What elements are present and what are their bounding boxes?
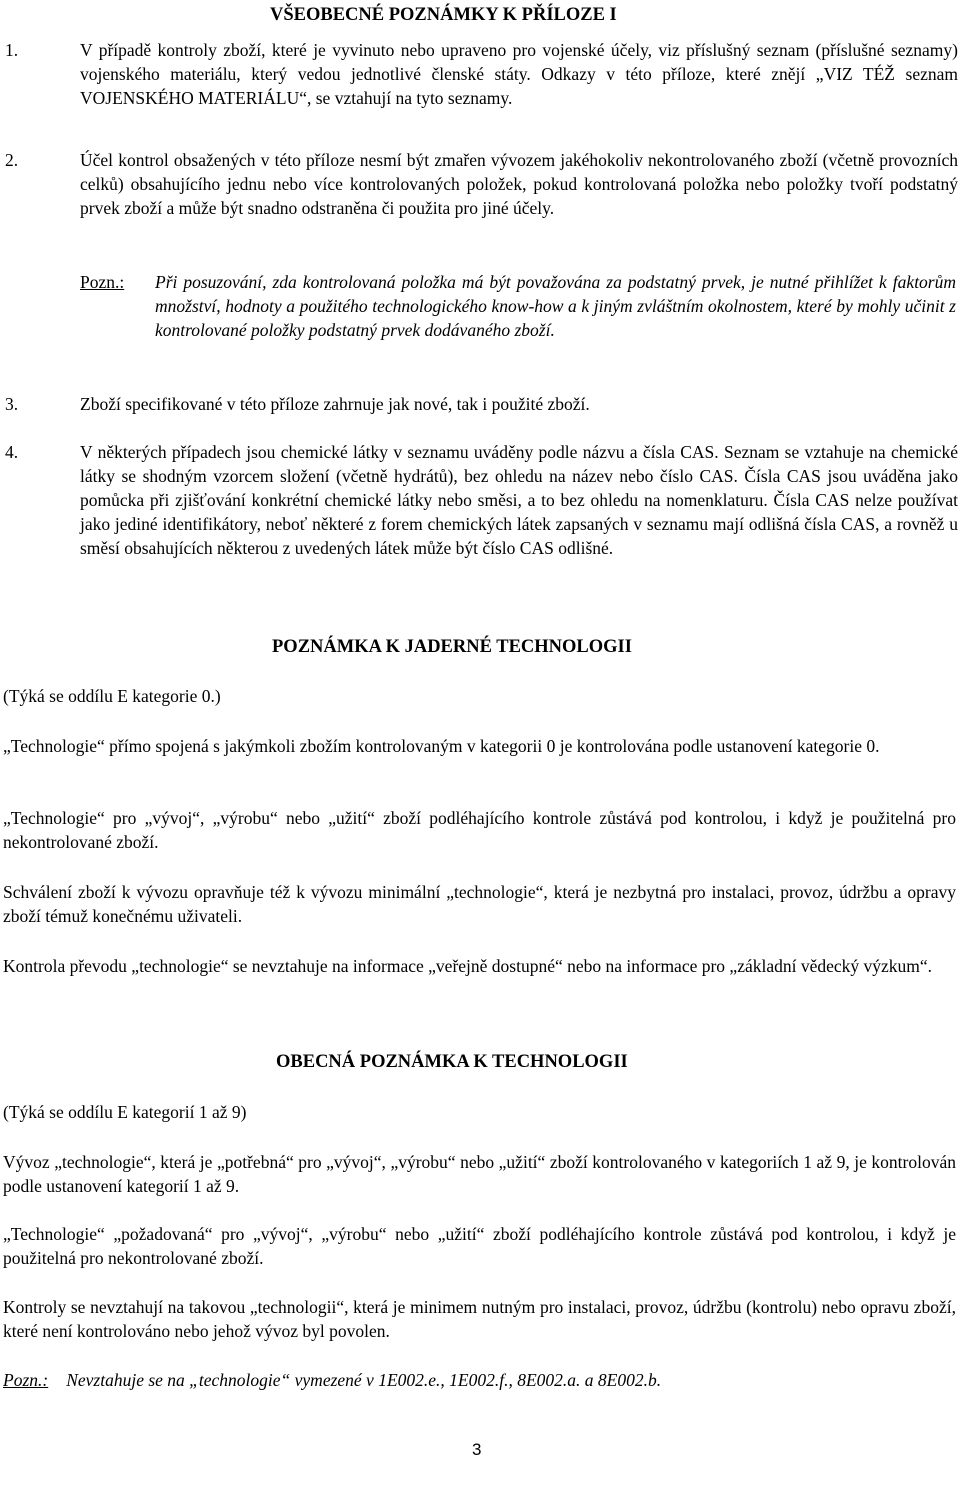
tech-paragraph-1: Vývoz „technologie“, která je „potřebná“ pro „vývoj“, „výrobu“ nebo „užití“ zboží kontrolovaného v kategoriích 1 až 9, je kontrolován podle ustanovení kategorií 1 až 9.: [3, 1152, 956, 1196]
nuclear-paragraph-1: „Technologie“ přímo spojená s jakýmkoli zbožím kontrolovaným v kategorii 0 je kontrolována podle ustanovení kategorie 0.: [3, 736, 880, 756]
note-label: Pozn.:: [3, 1370, 49, 1390]
tech-heading: OBECNÁ POZNÁMKA K TECHNOLOGII: [276, 1052, 628, 1072]
nuclear-paragraph-2: „Technologie“ pro „vývoj“, „výrobu“ nebo „užití“ zboží podléhajícího kontrole zůstává pod kontrolou, i když je použitelná pro nekontrolované zboží.: [3, 808, 956, 852]
item-number: 3.: [5, 394, 19, 414]
page-title: VŠEOBECNÉ POZNÁMKY K PŘÍLOZE I: [270, 5, 617, 25]
note-label: Pozn.:: [80, 272, 125, 292]
nuclear-paragraph-4: Kontrola převodu „technologie“ se nevztahuje na informace „veřejně dostupné“ nebo na informace pro „základní vědecký výzkum“.: [3, 956, 933, 976]
page-number: 3: [472, 1440, 482, 1459]
tech-paragraph-3: Kontroly se nevztahují na takovou „technologii“, která je minimem nutným pro instalaci, provoz, údržbu (kontrolu) nebo opravu zboží, které není kontrolováno nebo jehož vývoz byl povolen.: [3, 1297, 956, 1341]
list-item-1: [0, 38, 958, 110]
tech-scope: (Týká se oddílu E kategorií 1 až 9): [3, 1102, 247, 1122]
item-number: 1.: [5, 40, 19, 60]
item-text: V některých případech jsou chemické látky v seznamu uváděny podle názvu a čísla CAS. Seznam se vztahuje na chemické látky se shodným vzorcem složení (včetně hydrátů), bez ohledu na název nebo číslo CAS. Čísla CAS jsou uváděna jako pomůcka při zjišťování konkrétní chemické látky nebo směsi, a to bez ohledu na nomenklaturu. Čísla CAS nelze používat jako jediné identifikátory, neboť některé z forem chemických látek zapsaných v seznamu mají odlišná čísla CAS, a rovněž u směsí obsahujících některou z uvedených látek může být číslo CAS odlišné.: [80, 442, 958, 558]
tech-note: [3, 1368, 661, 1392]
list-item-2: [0, 148, 958, 220]
item-text: V případě kontroly zboží, které je vyvinuto nebo upraveno pro vojenské účely, viz příslušný seznam (příslušné seznamy) vojenského materiálu, který vedou jednotlivé členské státy. Odkazy v této příloze, které znějí „VIZ TÉŽ seznam VOJENSKÉHO MATERIÁLU“, se vztahují na tyto seznamy.: [80, 40, 958, 108]
item-number: 4.: [5, 442, 19, 462]
note-text: Při posuzování, zda kontrolovaná položka má být považována za podstatný prvek, je nutné přihlížet k faktorům množství, hodnoty a použitého technologického know-how a k jiným zvláštním okolnostem, které by mohly učinit z kontrolované položky podstatný prvek dodávaného zboží.: [155, 272, 956, 340]
tech-paragraph-2: „Technologie“ „požadovaná“ pro „vývoj“, „výrobu“ nebo „užití“ zboží podléhajícího kontrole zůstává pod kontrolou, i když je použitelná pro nekontrolované zboží.: [3, 1224, 956, 1268]
nuclear-paragraph-3: Schválení zboží k vývozu opravňuje též k vývozu minimální „technologie“, která je nezbytná pro instalaci, provoz, údržbu a opravy zboží témuž konečnému uživateli.: [3, 882, 956, 926]
item-number: 2.: [5, 150, 19, 170]
nuclear-heading: POZNÁMKA K JADERNÉ TECHNOLOGII: [272, 637, 632, 657]
note-text: Nevztahuje se na „technologie“ vymezené v 1E002.e., 1E002.f., 8E002.a. a 8E002.b.: [66, 1370, 662, 1390]
item-text: Zboží specifikované v této příloze zahrnuje jak nové, tak i použité zboží.: [80, 394, 590, 414]
list-item-4: [0, 440, 958, 560]
item-text: Účel kontrol obsažených v této příloze nesmí být zmařen vývozem jakéhokoliv nekontrolovaného zboží (včetně provozních celků) obsahujícího jednu nebo více kontrolovaných položek, pokud kontrolovaná položka nebo položky tvoří podstatný prvek zboží a může být snadno odstraněna či použita pro jiné účely.: [80, 150, 958, 218]
list-item-3: [0, 392, 958, 416]
nuclear-scope: (Týká se oddílu E kategorie 0.): [3, 686, 221, 706]
item-2-note: [80, 270, 956, 342]
